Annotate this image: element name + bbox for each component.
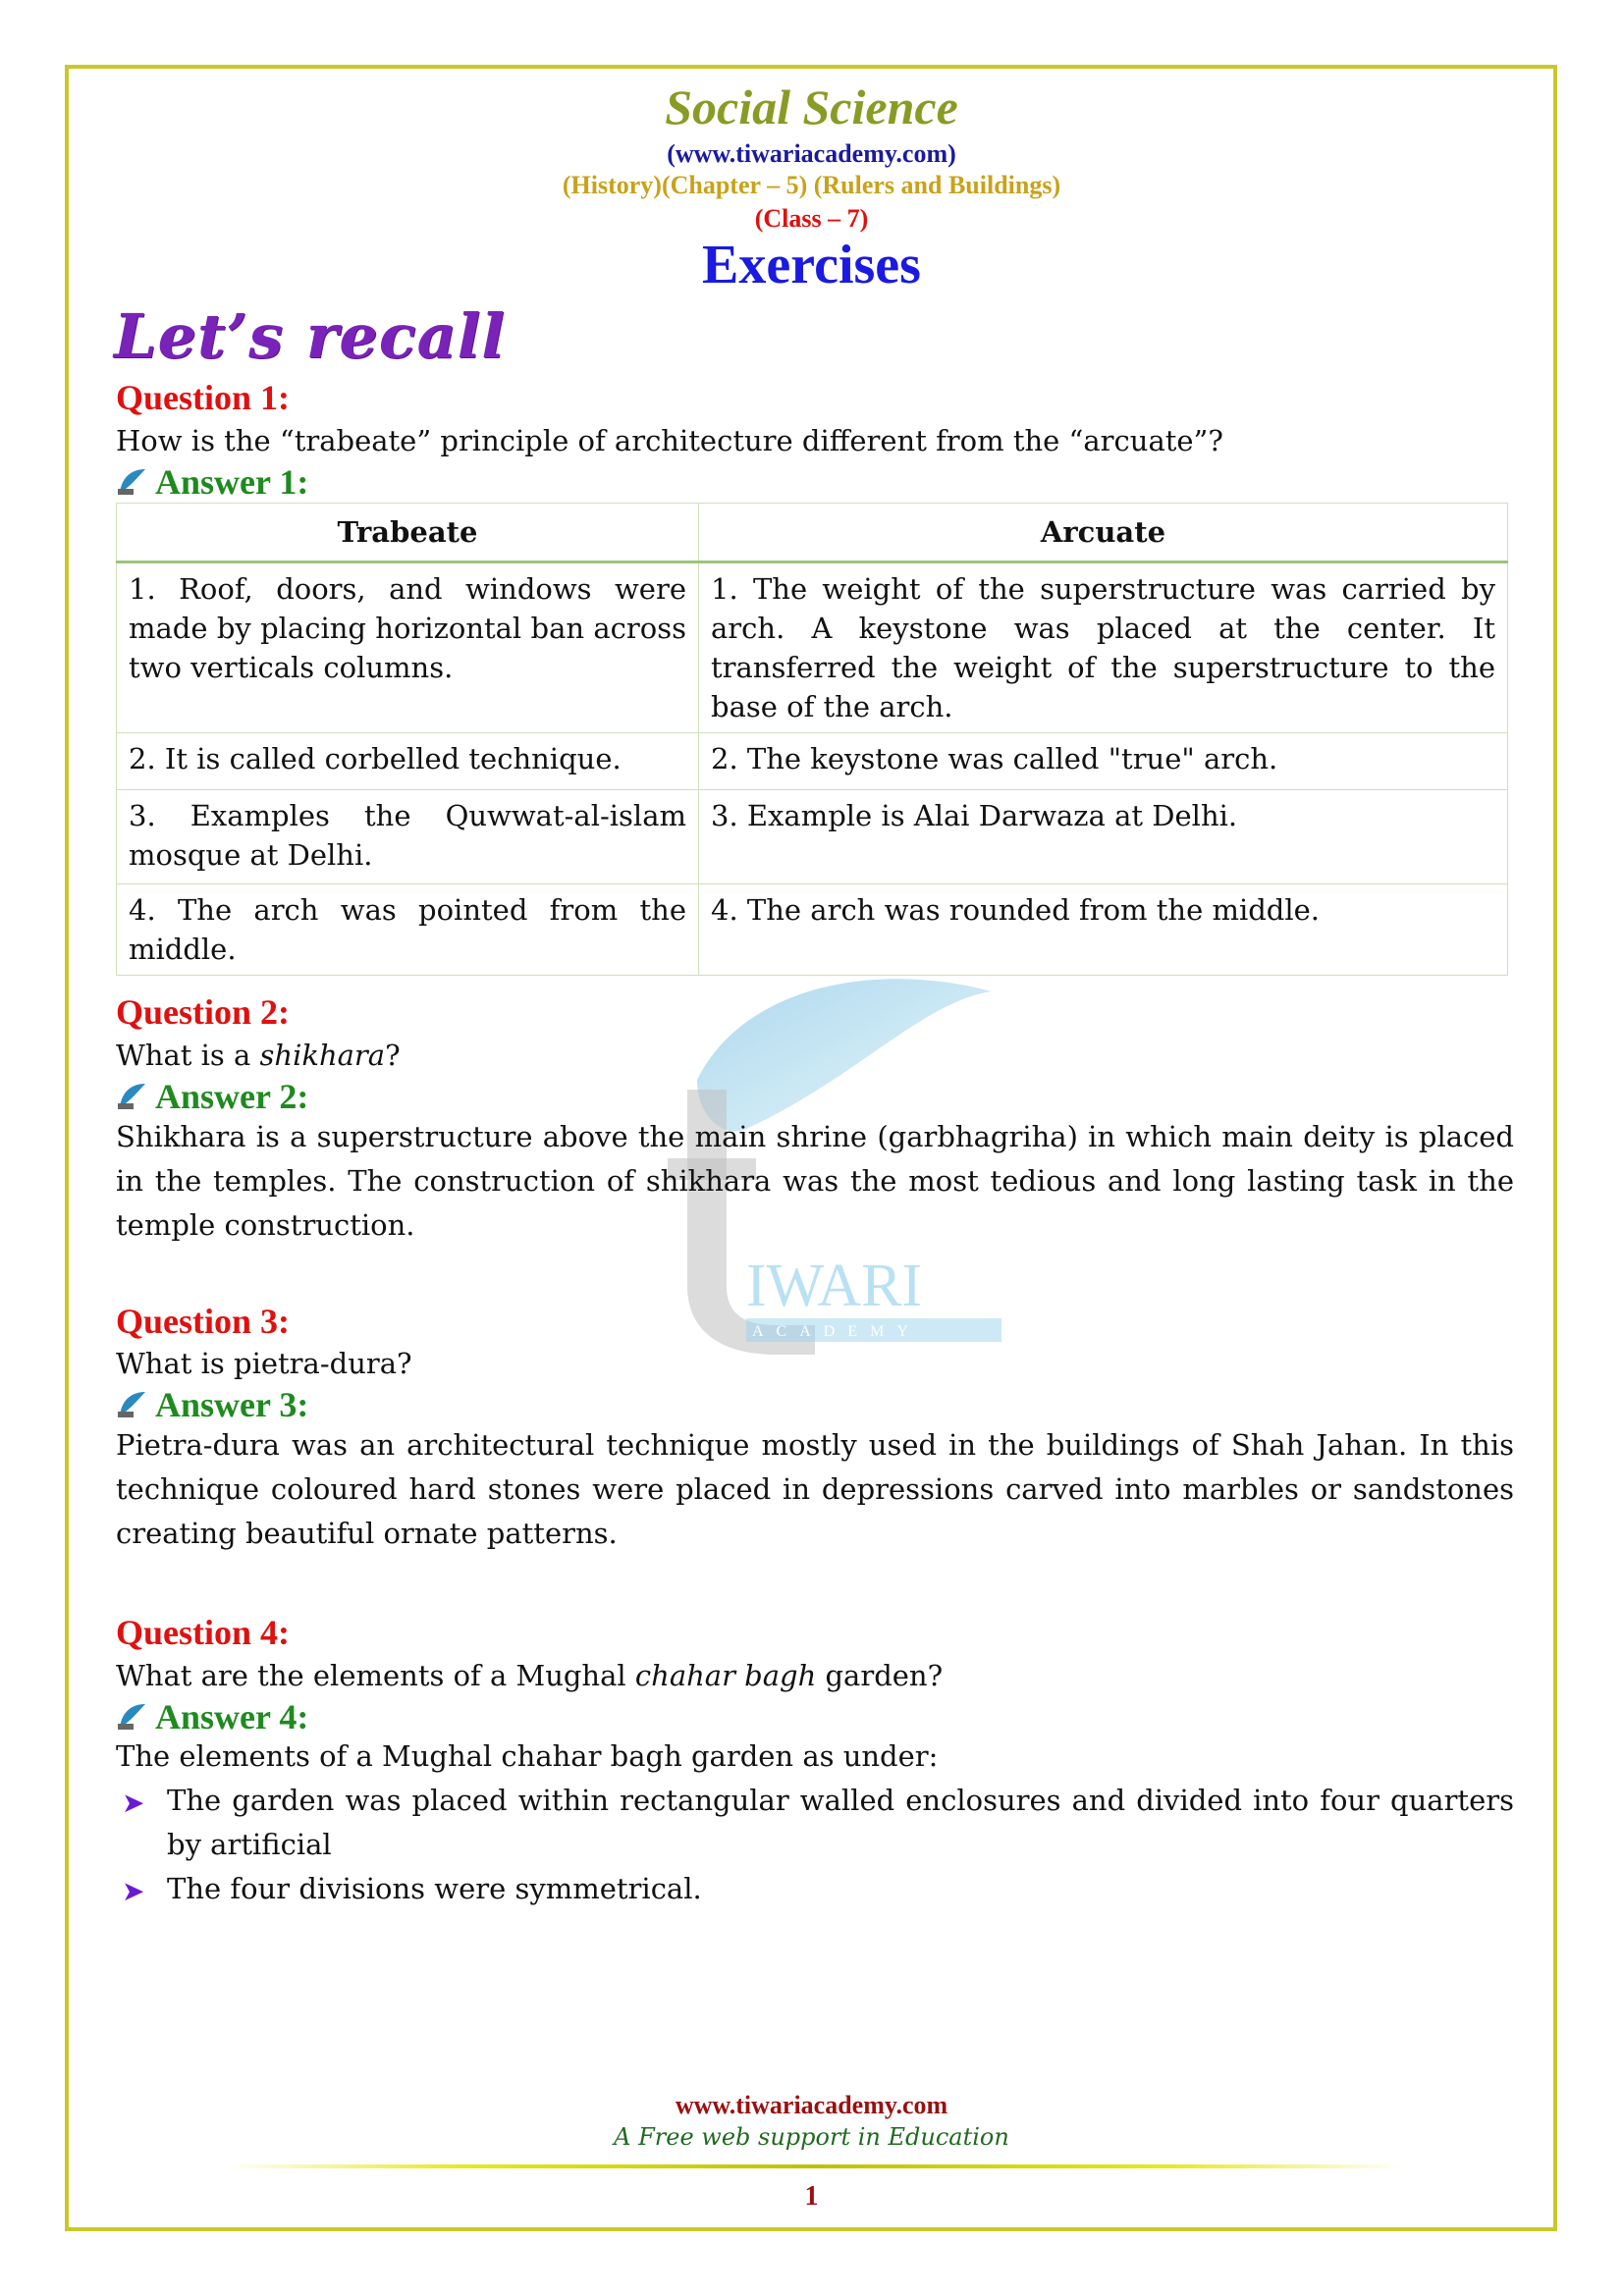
header-class: (Class – 7) [754, 204, 869, 233]
answer-2-label: Answer 2: [155, 1077, 309, 1116]
answer-1-label: Answer 1: [155, 462, 309, 502]
footer-site-link[interactable]: www.tiwariacademy.com [675, 2091, 948, 2119]
question-4-text-prefix: What are the elements of a Mughal [116, 1659, 635, 1692]
answer-4-label: Answer 4: [155, 1697, 309, 1736]
table-row [117, 562, 1508, 733]
table-cell: 1. The weight of the superstructure was carried by arch. A keystone was placed at the center. It transferred the weight of the superstructure to the base of the arch. [699, 562, 1508, 733]
table-row [117, 733, 1508, 790]
table-cell: 1. Roof, doors, and windows were made by placing horizontal ban across two verticals columns. [117, 562, 699, 733]
pen-icon [116, 1082, 147, 1111]
question-2-label: Question 2: [116, 992, 291, 1032]
arrow-bullet-icon: ➤ [122, 1787, 145, 1819]
list-item-text: The four divisions were symmetrical. [167, 1872, 702, 1905]
question-4-label: Question 4: [116, 1613, 291, 1652]
table-row [117, 790, 1508, 884]
answer-3-text: Pietra-dura was an architectural technique mostly used in the buildings of Shah Jahan. In this technique coloured hard stones were placed in depressions carved into marbles or sandstones creating beautiful ornate patterns. [116, 1428, 1514, 1550]
question-1-text: How is the “trabeate” principle of architecture different from the “arcuate”? [116, 424, 1223, 457]
exercises-heading: Exercises [702, 235, 921, 295]
question-2-text-suffix: ? [385, 1039, 401, 1072]
question-2-text-prefix: What is a [116, 1039, 260, 1072]
footer-tagline: A Free web support in Education [614, 2123, 1009, 2151]
answer-3-label: Answer 3: [155, 1385, 309, 1424]
table-cell: 3. Example is Alai Darwaza at Delhi. [699, 790, 1508, 884]
question-2-text [116, 1039, 401, 1072]
question-4-term: chahar bagh [634, 1659, 817, 1692]
arrow-bullet-icon: ➤ [122, 1875, 145, 1907]
answer-4-heading [116, 1696, 308, 1737]
footer-divider [226, 2164, 1404, 2168]
table-cell: 2. The keystone was called "true" arch. [699, 733, 1508, 790]
question-3-text: What is pietra-dura? [116, 1347, 412, 1380]
list-item-text: The garden was placed within rectangular walled enclosures and divided into four quarters by artificial [167, 1784, 1514, 1861]
header-chapter: (History)(Chapter – 5) (Rulers and Buildings) [562, 171, 1061, 199]
question-2-term: shikhara [259, 1039, 386, 1072]
table-cell: 4. The arch was rounded from the middle. [699, 884, 1508, 976]
watermark-name: IWARI [746, 1253, 923, 1319]
question-4-text [116, 1659, 943, 1692]
table-row [117, 884, 1508, 976]
watermark-sub: ACADEMY [752, 1323, 921, 1340]
table-cell: 3. Examples the Quwwat-al-islam mosque at Delhi. [117, 790, 699, 884]
question-3-label: Question 3: [116, 1302, 291, 1341]
answer-3-heading [116, 1384, 308, 1425]
answer-2-heading [116, 1076, 308, 1117]
table-cell: 2. It is called corbelled technique. [117, 733, 699, 790]
table-cell: 4. The arch was pointed from the middle. [117, 884, 699, 976]
question-1-label: Question 1: [116, 378, 291, 417]
section-title: Let’s recall [114, 300, 506, 372]
table-header-arcuate: Arcuate [699, 504, 1508, 562]
page-number: 1 [804, 2181, 819, 2212]
pen-icon [116, 467, 147, 497]
comparison-table [116, 503, 1508, 976]
question-4-text-suffix: garden? [816, 1659, 944, 1692]
pen-icon [116, 1390, 147, 1419]
document-title: Social Science [665, 80, 958, 134]
list-item [122, 1779, 1514, 1867]
table-header-row [117, 504, 1508, 562]
answer-2-text: Shikhara is a superstructure above the main shrine (garbhagriha) in which main deity is placed in the temples. The construction of shikhara was the most tedious and long lasting task in the temple construction. [116, 1120, 1514, 1242]
header-site: (www.tiwariacademy.com) [667, 139, 956, 168]
table-header-trabeate: Trabeate [117, 504, 699, 562]
pen-icon [116, 1702, 147, 1732]
answer-1-heading [116, 461, 308, 503]
answer-4-intro: The elements of a Mughal chahar bagh garden as under: [116, 1739, 939, 1773]
list-item [122, 1867, 1514, 1911]
